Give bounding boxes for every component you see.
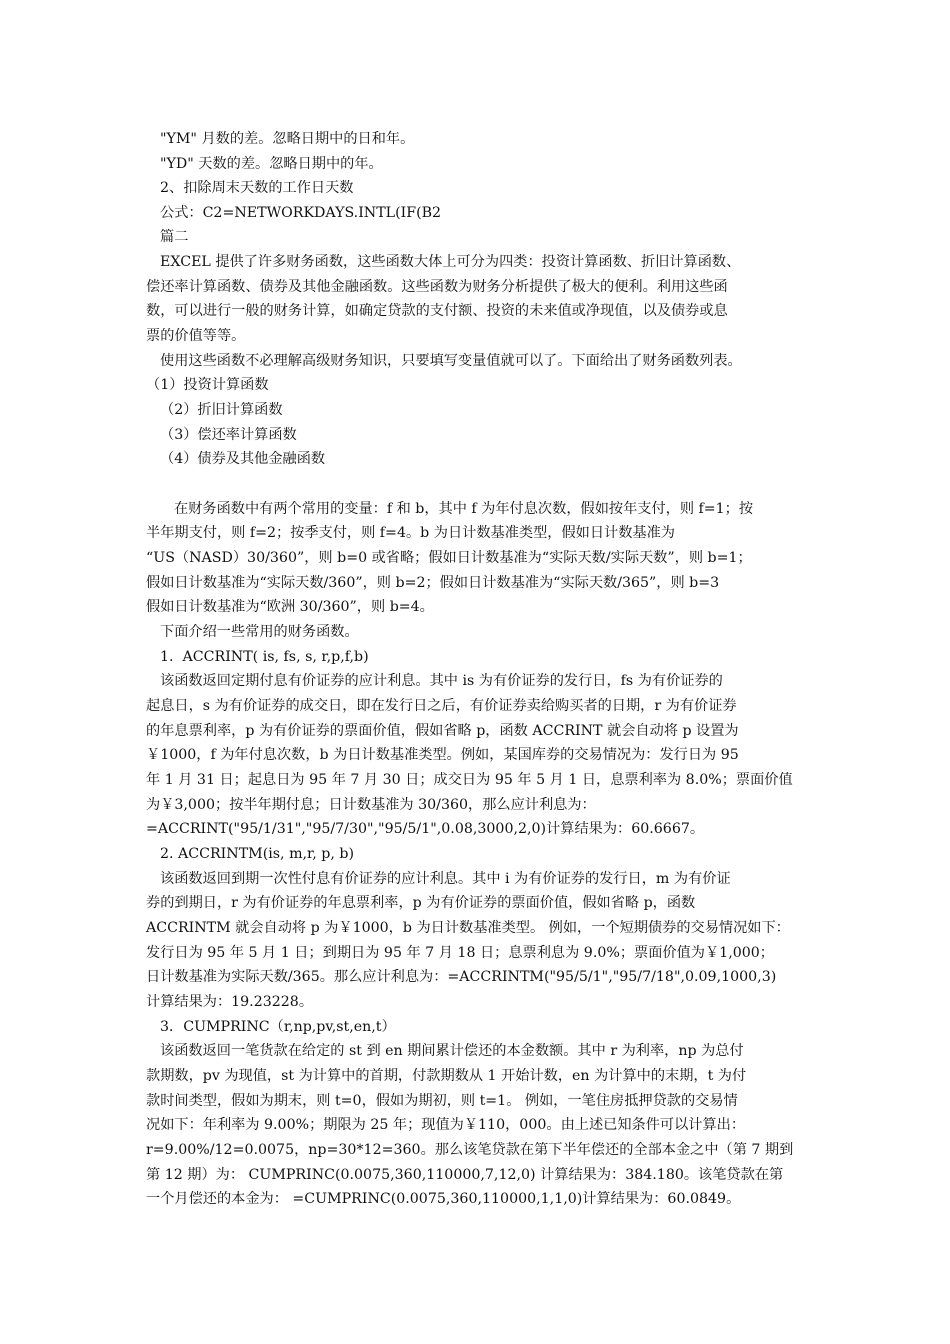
- text-line: 该函数返回定期付息有价证券的应计利息。其中 is 为有价证券的发行日，fs 为有价证券的: [160, 673, 723, 689]
- text-line: "YM" 月数的差。忽略日期中的日和年。: [160, 131, 415, 147]
- text-line: ￥1000，f 为年付息次数，b 为日计数基准类型。例如，某国库券的交易情况为：发行日为 95: [146, 747, 739, 763]
- text-line: 篇二: [160, 229, 189, 245]
- text-line: 半年期支付，则 f=2；按季支付，则 f=4。b 为日计数基准类型，假如日计数基准为: [146, 525, 675, 541]
- text-line: （2）折旧计算函数: [160, 402, 283, 418]
- text-line: （1）投资计算函数: [146, 377, 269, 393]
- text-line: 一个月偿还的本金为： =CUMPRINC(0.0075,360,110000,1,1,0)计算结果为：60.0849。: [146, 1191, 741, 1207]
- text-line: 发行日为 95 年 5 月 1 日；到期日为 95 年 7 月 18 日；息票利息为 9.0%；票面价值为￥1,000；: [146, 945, 774, 961]
- text-line: ACCRINTM 就会自动将 p 为￥1000，b 为日计数基准类型。 例如，一个短期债券的交易情况如下：: [146, 920, 790, 936]
- text-line: （4）债券及其他金融函数: [160, 451, 326, 467]
- text-line: EXCEL 提供了许多财务函数，这些函数大体上可分为四类：投资计算函数、折旧计算函数、: [160, 254, 741, 270]
- text-line: 3．CUMPRINC（r,np,pv,st,en,t）: [160, 1019, 396, 1035]
- text-line: 在财务函数中有两个常用的变量：f 和 b，其中 f 为年付息次数，假如按年支付，则 f=1；按: [174, 501, 754, 517]
- text-line: 第 12 期）为： CUMPRINC(0.0075,360,110000,7,12,0) 计算结果为：384.180。该笔贷款在第: [146, 1167, 784, 1183]
- text-line: （3）偿还率计算函数: [160, 427, 297, 443]
- text-line: 使用这些函数不必理解高级财务知识，只要填写变量值就可以了。下面给出了财务函数列表。: [160, 353, 742, 369]
- text-line: 下面介绍一些常用的财务函数。: [160, 624, 359, 640]
- text-line: 计算结果为：19.23228。: [146, 994, 314, 1010]
- text-line: 假如日计数基准为“欧洲 30/360”，则 b=4。: [146, 599, 434, 615]
- text-line: "YD" 天数的差。忽略日期中的年。: [160, 156, 383, 172]
- text-line: 为￥3,000；按半年期付息；日计数基准为 30/360，那么应计利息为：: [146, 797, 596, 813]
- text-line: 公式：C2=NETWORKDAYS.INTL(IF(B2: [160, 205, 442, 221]
- text-line: “US（NASD）30/360”，则 b=0 或省略；假如日计数基准为“实际天数/实际天数”，则 b=1；: [146, 550, 752, 566]
- text-line: 偿还率计算函数、债券及其他金融函数。这些函数为财务分析提供了极大的便利。利用这些函: [146, 279, 728, 295]
- text-line: 2. ACCRINTM(is, m,r, p, b): [160, 846, 354, 862]
- text-line: 2、扣除周末天数的工作日天数: [160, 180, 354, 196]
- text-line: 该函数返回到期一次性付息有价证券的应计利息。其中 i 为有价证券的发行日，m 为有价证: [160, 871, 731, 887]
- text-line: 年 1 月 31 日；起息日为 95 年 7 月 30 日；成交日为 95 年 5 月 1 日，息票利率为 8.0%；票面价值: [146, 772, 793, 788]
- text-line: 假如日计数基准为“实际天数/360”，则 b=2；假如日计数基准为“实际天数/365”，则 b=3: [146, 575, 720, 591]
- text-line: r=9.00%/12=0.0075，np=30*12=360。那么该笔贷款在第下半年偿还的全部本金之中（第 7 期到: [146, 1142, 794, 1158]
- text-line: 1. ACCRINT( is, fs, s, r,p,f,b): [160, 649, 369, 665]
- text-line: 款期数，pv 为现值，st 为计算中的首期，付款期数从 1 开始计数，en 为计算中的末期，t 为付: [146, 1068, 747, 1084]
- text-line: 起息日，s 为有价证券的成交日，即在发行日之后，有价证券卖给购买者的日期，r 为有价证券: [146, 698, 737, 714]
- text-line: =ACCRINT("95/1/31","95/7/30","95/5/1",0.08,3000,2,0)计算结果为：60.6667。: [146, 821, 705, 837]
- text-line: 数，可以进行一般的财务计算，如确定贷款的支付额、投资的未来值或净现值，以及债券或息: [146, 303, 728, 319]
- text-line: 该函数返回一笔货款在给定的 st 到 en 期间累计偿还的本金数额。其中 r 为利率，np 为总付: [160, 1043, 744, 1059]
- text-line: 况如下：年利率为 9.00%；期限为 25 年；现值为￥110，000。由上述已知条件可以计算出：: [146, 1117, 746, 1133]
- text-line: 票的价值等等。: [146, 328, 246, 344]
- text-line: 款时间类型，假如为期末，则 t=0，假如为期初，则 t=1。 例如，一笔住房抵押贷款的交易情: [146, 1093, 738, 1109]
- text-line: 券的到期日，r 为有价证券的年息票利率，p 为有价证券的票面价值，假如省略 p，函数: [146, 895, 696, 911]
- text-line: 的年息票利率，p 为有价证券的票面价值，假如省略 p，函数 ACCRINT 就会自动将 p 设置为: [146, 723, 739, 739]
- text-line: 日计数基准为实际天数/365。那么应计利息为：=ACCRINTM("95/5/1","95/7/18",0.09,1000,3): [146, 969, 777, 985]
